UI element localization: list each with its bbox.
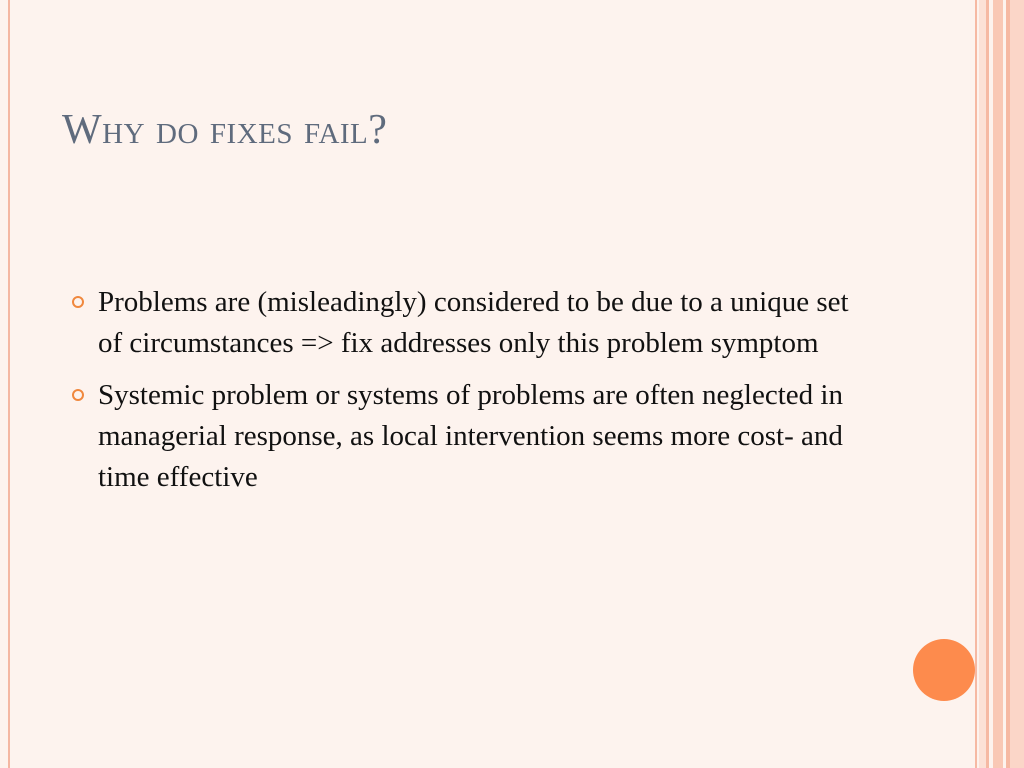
bullet-list (70, 282, 870, 509)
right-stripe (1010, 0, 1024, 768)
bullet-item (70, 375, 870, 498)
bullet-text: Problems are (misleadingly) considered to be due to a unique set of circumstances => fix addresses only this problem symptom (98, 286, 849, 359)
right-stripe (979, 0, 986, 768)
hollow-circle-bullet-icon (72, 389, 84, 401)
right-stripe (993, 0, 1003, 768)
bullet-text: Systemic problem or systems of problems are often neglected in managerial response, as local intervention seems more cost- and time effective (98, 379, 843, 493)
hollow-circle-bullet-icon (72, 296, 84, 308)
decorative-orange-circle (913, 639, 975, 701)
left-border-line (8, 0, 10, 768)
right-stripe (975, 0, 977, 768)
slide-title: Why do fixes fail? (62, 107, 388, 153)
bullet-item (70, 282, 870, 364)
